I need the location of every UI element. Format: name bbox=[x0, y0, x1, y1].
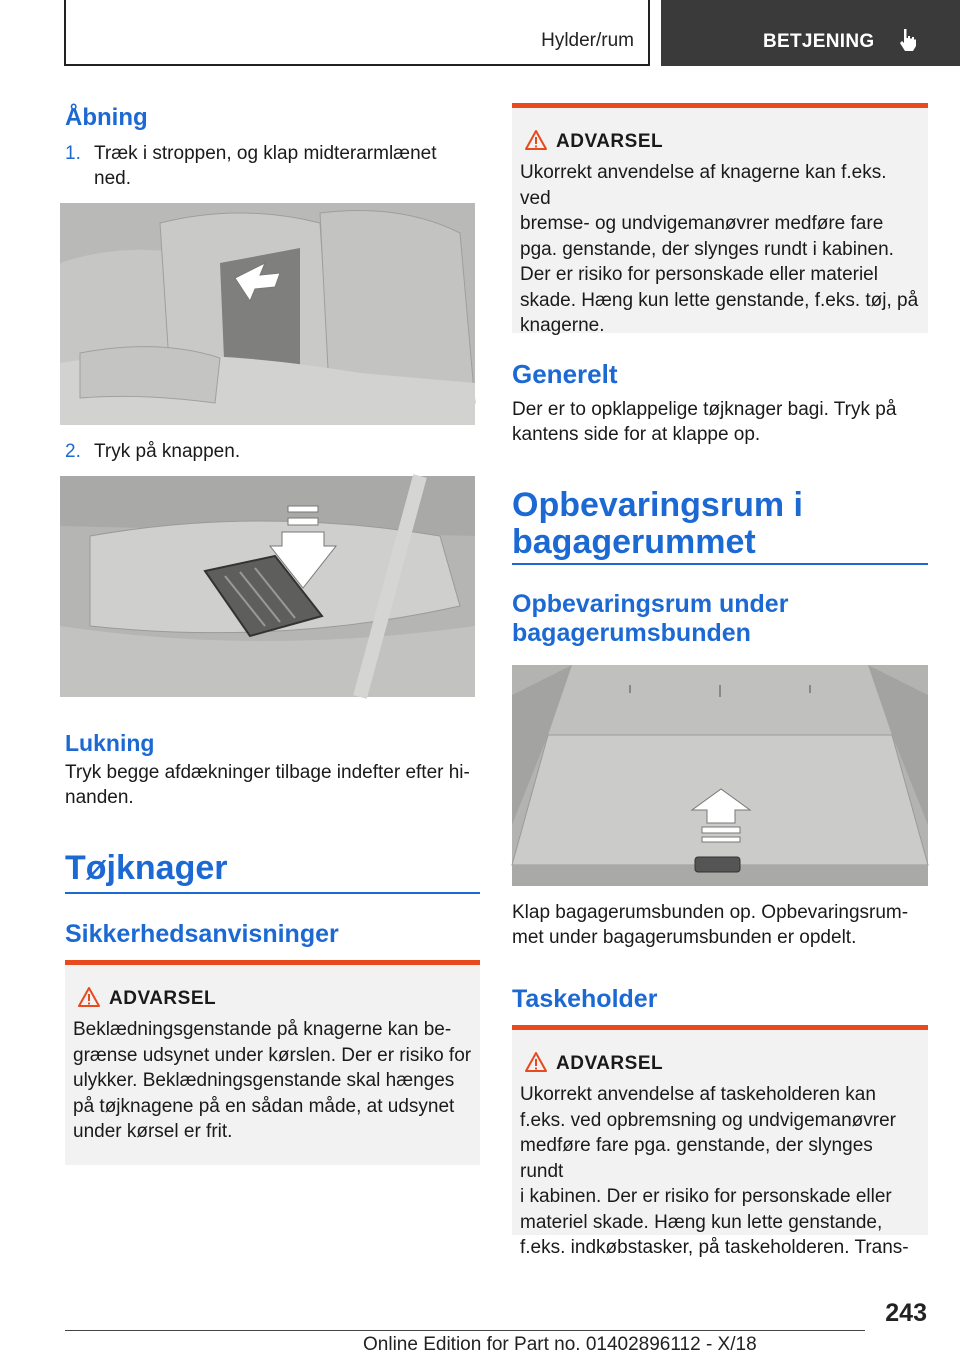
storage-heading-line-2: bagagerummet bbox=[512, 523, 756, 561]
under-floor-heading-line-1: Opbevaringsrum under bbox=[512, 590, 789, 618]
closing-line-1: Tryk begge afdækninger tilbage indefter efter hi- bbox=[65, 762, 470, 783]
warning-line: materiel skade. Hæng kun lette genstande, bbox=[520, 1211, 883, 1233]
warning-title-text: ADVARSEL bbox=[556, 131, 664, 152]
opening-heading: Åbning bbox=[65, 104, 148, 131]
bag-holder-heading: Taskeholder bbox=[512, 985, 658, 1013]
storage-heading bbox=[512, 487, 928, 565]
warning-title bbox=[556, 1052, 920, 1076]
footer-edition-text: Online Edition for Part no. 01402896112 - X/18 bbox=[363, 1334, 757, 1355]
under-floor-heading bbox=[512, 590, 928, 648]
hooks-heading bbox=[65, 850, 480, 894]
header-chapter-title: BETJENING bbox=[763, 31, 875, 52]
step-2-text: Tryk på knappen. bbox=[94, 441, 241, 462]
warning-line: f.eks. ved opbremsning og undvigemanøvrer bbox=[520, 1109, 896, 1131]
warning-line: ulykker. Beklædningsgenstande skal hænges bbox=[73, 1070, 455, 1091]
header-section-title: Hylder/rum bbox=[541, 30, 634, 51]
step-1-line-2: ned. bbox=[94, 168, 131, 189]
safety-heading: Sikkerhedsanvisninger bbox=[65, 920, 339, 948]
under-floor-line-1: Klap bagagerumsbunden op. Opbevaringsrum- bbox=[512, 902, 909, 923]
warning-line: bremse- og undvigemanøvrer medføre fare bbox=[520, 213, 884, 234]
warning-title bbox=[109, 987, 472, 1011]
general-line-2: kantens side for at klappe op. bbox=[512, 424, 761, 445]
warning-box-hooks-braking bbox=[512, 103, 928, 336]
warning-line: knagerne. bbox=[520, 315, 605, 336]
closing-line-2: nanden. bbox=[65, 787, 134, 808]
step-1-number: 1. bbox=[65, 143, 81, 164]
warning-line: f.eks. indkøbstasker, på taskeholderen. Trans- bbox=[520, 1237, 909, 1258]
warning-line: under kørsel er frit. bbox=[73, 1121, 233, 1142]
closing-heading: Lukning bbox=[65, 730, 155, 756]
warning-triangle-icon bbox=[78, 987, 100, 1007]
step-1-line-1: Træk i stroppen, og klap midterarmlænet bbox=[94, 143, 437, 164]
warning-line: Ukorrekt anvendelse af taskeholderen kan bbox=[520, 1084, 876, 1105]
general-paragraph bbox=[512, 397, 928, 447]
rear-seat-armrest-illustration bbox=[60, 203, 475, 425]
closing-paragraph bbox=[65, 760, 480, 810]
warning-line: grænse udsynet under kørslen. Der er risiko for bbox=[73, 1044, 472, 1066]
luggage-floor-illustration bbox=[512, 665, 928, 886]
warning-line: på tøjknagene på en sådan måde, at udsynet bbox=[73, 1095, 455, 1117]
warning-triangle-icon bbox=[525, 130, 547, 150]
warning-title bbox=[556, 130, 920, 154]
warning-line: Ukorrekt anvendelse af knagerne kan f.eks. ved bbox=[520, 162, 887, 209]
general-line-1: Der er to opklappelige tøjknager bagi. Tryk på bbox=[512, 399, 897, 420]
warning-title-text: ADVARSEL bbox=[556, 1053, 664, 1074]
warning-title-text: ADVARSEL bbox=[109, 988, 217, 1009]
header-chapter-tab bbox=[661, 0, 960, 66]
warning-line: medføre fare pga. genstande, der slynges rundt bbox=[520, 1135, 873, 1182]
warning-line: pga. genstande, der slynges rundt i kabinen. bbox=[520, 238, 894, 260]
storage-heading-line-1: Opbevaringsrum i bbox=[512, 486, 803, 524]
warning-text bbox=[520, 160, 920, 339]
warning-line: i kabinen. Der er risiko for personskade eller bbox=[520, 1186, 892, 1207]
general-heading: Generelt bbox=[512, 359, 618, 389]
warning-text bbox=[520, 1082, 920, 1261]
step-2-number: 2. bbox=[65, 441, 81, 462]
warning-triangle-icon bbox=[525, 1052, 547, 1072]
under-floor-line-2: met under bagagerumsbunden er opdelt. bbox=[512, 927, 857, 948]
under-floor-paragraph bbox=[512, 900, 928, 950]
warning-text bbox=[73, 1017, 472, 1145]
footer-divider bbox=[65, 1330, 865, 1331]
warning-box-hooks-visibility bbox=[65, 960, 480, 1165]
warning-line: Der er risiko for personskade eller materiel bbox=[520, 264, 878, 285]
warning-line: Beklædningsgenstande på knagerne kan be- bbox=[73, 1019, 452, 1040]
under-floor-heading-line-2: bagagerumsbunden bbox=[512, 619, 751, 647]
warning-line: skade. Hæng kun lette genstande, f.eks. tøj, på bbox=[520, 289, 919, 311]
header-section-box bbox=[64, 0, 650, 66]
pointing-hand-icon bbox=[897, 28, 919, 52]
warning-box-bag-holder bbox=[512, 1025, 928, 1258]
page-number: 243 bbox=[885, 1299, 927, 1327]
hooks-heading-text: Tøjknager bbox=[65, 849, 228, 887]
armrest-button-illustration bbox=[60, 476, 475, 697]
